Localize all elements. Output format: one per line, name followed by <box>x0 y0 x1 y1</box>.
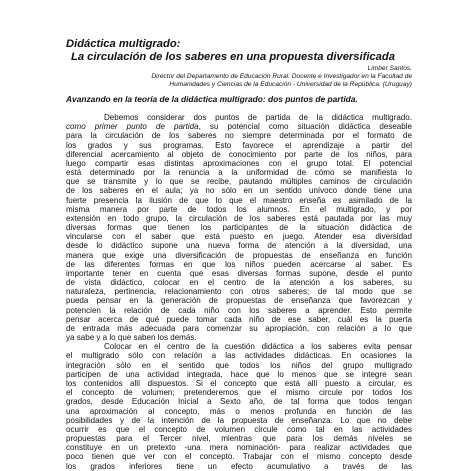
author-name: Limber Santos. <box>367 65 412 72</box>
paragraph-2-line: los grados inferiores tiene un efecto acumulativo a través de las <box>66 461 412 471</box>
paragraph-2-line: constituye en un pretexto -una mera nominación- para realizar actividades que <box>66 443 412 453</box>
paragraph-1-line: importante tener en cuenta que esas diversas formas supone, desde el punto <box>66 268 412 278</box>
paragraph-1-line: extensión en todo grupo, la circulación de los saberes está pautada por las muy <box>66 213 412 223</box>
paragraph-1-line: como primer punto de partida, su potencial como situación didáctica deseable <box>66 122 412 132</box>
paragraph-2-line: participen de una actividad integrada, hace que lo menos que se integre sean <box>66 369 412 379</box>
paragraph-1-line: pueda pensar en la generación de propuestas de enseñanza que favorezcan y <box>66 296 412 306</box>
paragraph-1-line: pensar acerca de qué puede tomar cada niño de ese saber, cuál es la puerta <box>66 314 412 324</box>
paragraph-1-line: fuerte presencia la ilusión de que lo que el maestro enseña es asimilado de la <box>66 195 412 205</box>
paragraph-2-line: ocurrir es que el concepto de volumen circule como tal en las actividades <box>66 424 412 434</box>
paragraph-2-line: posibilidades y de la intención de la propuesta de enseñanza. Lo que no debe <box>66 415 412 425</box>
paragraph-1-line: manera que exige una diversificación de propuestas de enseñanza en función <box>66 250 412 260</box>
body-text <box>66 113 412 471</box>
document-title <box>66 38 426 63</box>
paragraph-1-line: diversas formas que tienen los participantes de la situación didáctica de <box>66 223 412 233</box>
paragraph-1-line: luego compartir esas distintas aproximaciones con el grupo total. El potencial <box>66 158 412 168</box>
paragraph-1-line: ya sabe y a lo que saben los demás. <box>66 333 197 343</box>
title-line-1: Didáctica multigrado: <box>66 38 181 50</box>
paragraph-1-line: de los saberes en el aula; ya no sólo en un sentido unívoco donde tiene una <box>66 186 412 196</box>
paragraph-2-line: integración sólo en el sentido que todos los niños del grupo multigrado <box>66 360 412 370</box>
paragraph-2-line: una aproximación al concepto, más o menos profunda en función de las <box>66 406 412 416</box>
paragraph-1-line: para la circulación de los saberes no siempre determinada por el formato de <box>66 131 412 141</box>
paragraph-2-line: el concepto de volumen; pretenderemos que el mismo circule por todos los <box>66 388 412 398</box>
paragraph-2-line: Colocar en el centro de la cuestión didáctica a los saberes evita pensar <box>104 342 412 352</box>
section-heading: Avanzando en la teoría de la didáctica multigrado: dos puntos de partida. <box>66 94 358 104</box>
paragraph-1-line: de vista didáctico, colocar en el centro de la atención a los saberes, su <box>66 278 412 288</box>
author-affiliation-line-1: Director del Departamento de Educación Rural. Docente e Investigador en la Facultad de <box>151 73 412 81</box>
paragraph-1-line: está determinado por la renuncia a la uniformidad de cómo se manifiesta lo <box>66 168 412 178</box>
paragraph-2-line: el multigrado sólo con relación a las actividades didácticas. En ocasiones la <box>66 351 412 361</box>
title-line-2: La circulación de los saberes en una propuesta diversificada <box>71 50 395 63</box>
paragraph-2-line: poco tienen que ver con el concepto. Trabajar con el mismo concepto desde <box>66 452 412 462</box>
paragraph-1-line: desde lo didáctico supone una nueva forma de atención a la diversidad, una <box>66 241 412 251</box>
paragraph-2-line: grados, desde Educación Inicial a Sexto año, de tal forma que todos tengan <box>66 397 412 407</box>
paragraph-1-line: Debemos considerar dos puntos de partida de la didáctica multigrado. <box>104 113 412 122</box>
paragraph-1-line: vincularse con el saber que está puesto en juego. Atender esa diversidad <box>66 232 412 242</box>
paragraph-1-line: naturaleza, pertinencia, relacionamiento con otros saberes; de tal modo que se <box>66 287 412 297</box>
paragraph-1-line: que se transmite y lo que se recibe, pautando múltiples caminos de circulación <box>66 177 412 187</box>
paragraph-1-line: de entrada más adecuada para comenzar su apropiación, con relación a lo que <box>66 323 412 333</box>
paragraph-1-line: diferencial acercamiento al objeto de conocimiento por parte de los niños, para <box>66 149 412 159</box>
paragraph-1-line: potencien la relación de cada niño con los saberes a aprender. Esto permite <box>66 305 412 315</box>
emphasis-text: como primer punto de partida <box>66 122 199 132</box>
author-affiliation-line-2: Humanidades y Ciencias de la Educación - Universidad de la República. (Uruguay) <box>169 81 412 89</box>
paragraph-1-line: de las diferentes formas en que los niños pueden acercarse al saber. Es <box>66 259 412 269</box>
paragraph-1-line: misma manera por parte de todos los alumnos. En el multigrado, y por <box>66 204 412 214</box>
paragraph-2-line: los contenidos allí dispuestos. Si el concepto que está allí puesto a circular, es <box>66 378 412 388</box>
paragraph-2-line: propuestas para el Tercer nivel, mientras que para los demás niveles se <box>66 434 412 444</box>
paragraph-1-line: los grados y sus programas. Esto favorece el aprendizaje a partir del <box>66 140 412 150</box>
author-block <box>66 65 412 89</box>
